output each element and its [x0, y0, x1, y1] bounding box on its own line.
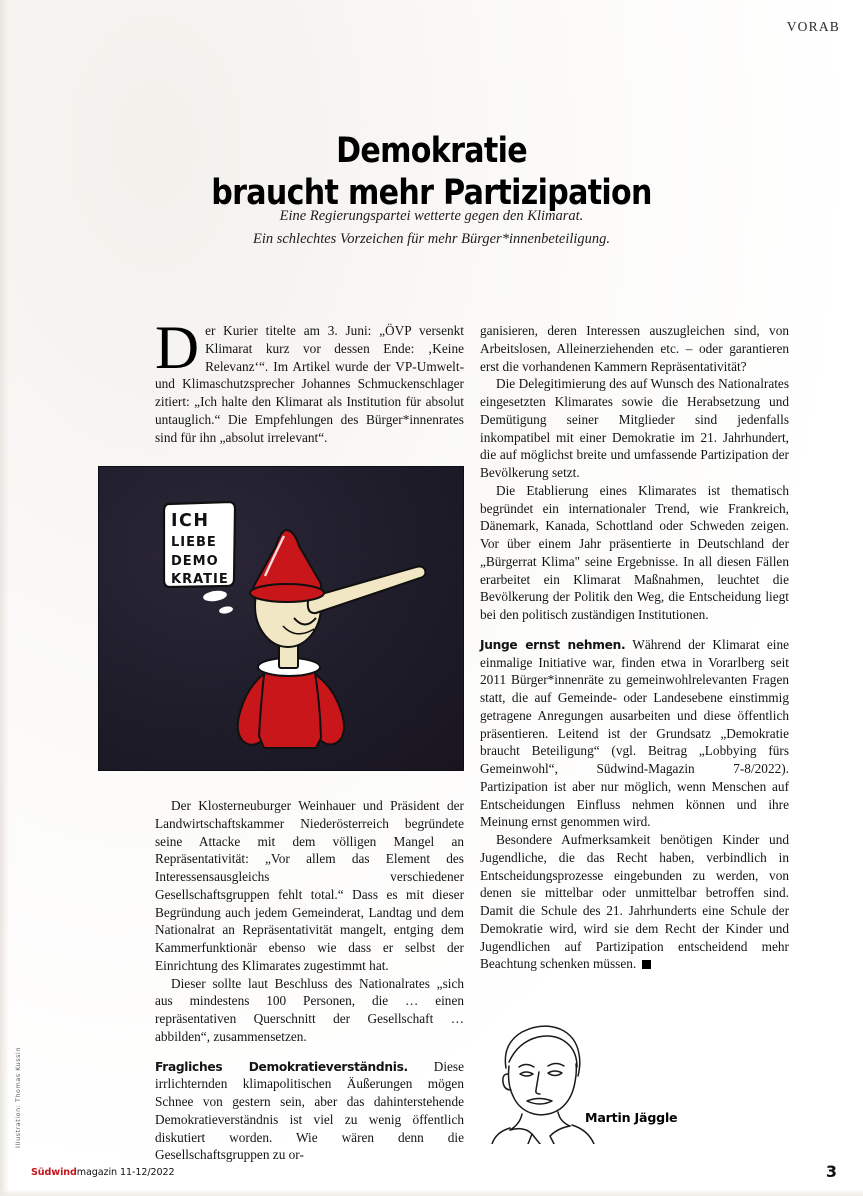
author-portrait: [484, 1022, 602, 1144]
standfirst-line-1: Eine Regierungspartei wetterte gegen den Klimarat.: [279, 208, 584, 224]
paragraph-with-runin: [155, 1058, 464, 1165]
paragraph-lead: [155, 315, 464, 446]
page-number: 3: [825, 1162, 837, 1181]
shoulder-right: [572, 1125, 594, 1144]
paragraph: Dieser sollte laut Beschluss des Nationalrates „sich aus mindestens 100 Personen, die … einen repräsentativen Querschnitt der Gesellschaft … abbilden“, zusammensetzen.: [155, 975, 464, 1044]
neck-right: [558, 1112, 570, 1126]
shoulder-left: [492, 1128, 510, 1144]
running-head: VORAB: [786, 19, 840, 34]
headline-line-1: Demokratie: [336, 131, 527, 172]
hairline: [509, 1036, 577, 1067]
page-edge-shading-left: [0, 0, 9, 1196]
paragraph-text: Besondere Aufmerksamkeit benötigen Kinder und Jugendliche, die das Recht haben, verbindlich in Entscheidungsprozesse eingebunden zu werden, von denen sie mittelbar oder unmittelbar betroffen sind. Damit die Schule des 21. Jahrhunderts eine Schule der Demokratie wird, wird sie dem Recht der Kinder und Jugendlichen auf Partizipation entscheidend mehr Beachtung schenken müssen.: [480, 832, 789, 972]
paragraph-text: Diese irrlichternden klimapolitischen Äußerungen mögen Schnee von gestern sein, aber das dahinterstehende Demokratieverständnis ist viel zu wenig öffentlich diskutiert worden. Wie wären denn die Gesellschaftsgruppen zu or-: [155, 1058, 464, 1163]
speech-line-2: LIEBE: [171, 535, 217, 550]
drop-cap: D: [155, 315, 200, 382]
collar-left: [510, 1129, 532, 1144]
speech-line-3: DEMO: [171, 554, 219, 569]
author-byline: Martin Jäggle: [585, 1110, 678, 1125]
dress-body: [259, 666, 321, 748]
standfirst-line-2: Ein schlechtes Vorzeichen für mehr Bürger*innenbeteiligung.: [252, 231, 611, 248]
paragraph-text: Während der Klimarat eine einmalige Initiative war, finden etwa in Vorarlberg seit 2011 Bürger*innenräte zu gemeinwohlrelevanten Fragen statt, die auf Gemeinde- oder Landesebene einstimmig getragene Anregungen ausarbeiten und diese öffentlich präsentieren. Leitend ist der Grundsatz „Demokratie braucht Beteiligung“ (vgl. Beitrag „Lobbying fürs Gemeinwohl“, Südwind-Magazin 7-8/2022). Partizipation ist aber nur möglich, wenn Menschen auf Entscheidungen Einfluss nehmen können und ihre Meinung ernst genommen wird.: [480, 636, 790, 830]
hat-brim: [250, 584, 324, 602]
pinocchio-illustration: [98, 466, 464, 771]
headline-line-2: braucht mehr Partizipation: [211, 172, 652, 213]
speech-line-4: KRATIE: [171, 572, 229, 587]
magazine-brand: Südwind: [31, 1167, 77, 1178]
collar-right: [550, 1126, 570, 1144]
page-edge-shading-bottom: [0, 1189, 863, 1196]
footer: [31, 1167, 175, 1178]
magazine-issue: magazin 11-12/2022: [76, 1167, 175, 1178]
paragraph: Die Etablierung eines Klimarates ist thematisch begründet ein internationaler Trend, wie Frankreich, Dänemark, Kanada, Schottland oder Schweden zeigen. Vor über einem Jahr präsentierte in Deutschland der „Bürgerrat Klima" seine Ergebnisse. In all diesen Fällen erarbeitet ein Klimarat Maßnahmen, leuchtet die Bevölkerung der Politik den Weg, die Entscheidung liegt bei den politisch zuständigen Institutionen.: [480, 482, 789, 622]
author-portrait-drawing: [484, 1022, 602, 1144]
illustration-figure: [98, 466, 464, 771]
body-column-right: [480, 322, 789, 973]
illustration-credit: Illustration: Thomas Kussin: [14, 1047, 22, 1148]
paragraph: Die Delegitimierung des auf Wunsch des Nationalrates eingesetzten Klimarates sowie die Herabsetzung und Demütigung seiner Mitglieder sind jedenfalls inkompatibel mit einer Demokratie im 21. Jahrhundert, die auf möglichst breite und umfassende Partizipation der Bevölkerung setzt.: [480, 376, 789, 480]
long-nose: [308, 566, 426, 613]
eyebrow-left: [519, 1065, 534, 1068]
paragraph: Der Klosterneuburger Weinhauer und Präsident der Landwirtschaftskammer Niederösterreich begründete seine Attacke mit dem völligen Mangel an Repräsentativität: „Vor allem das Element des Interessensausgleichs verschiedener Gesellschaftsgruppen fehlt total.“ Dass es mit dieser Begründung auch jedem Gemeinderat, Landtag und dem Nationalrat an Repräsentativität mangelt, entging dem Kammerfunktionär ebenso wie dass er selbst der Einrichtung des Klimarates zugestimmt hat.: [155, 798, 464, 973]
paragraph-final: [480, 831, 789, 973]
eye-right: [548, 1071, 562, 1076]
eye-left: [520, 1072, 533, 1076]
eyebrow-right: [548, 1064, 564, 1067]
runin-heading: Junge ernst nehmen.: [480, 637, 626, 652]
standfirst: [0, 205, 863, 252]
speech-tail-small: [219, 605, 234, 614]
page-title: [60, 131, 802, 214]
illustration-canvas: [98, 466, 464, 771]
nose: [536, 1072, 540, 1094]
speech-tail-large: [202, 589, 227, 602]
end-of-article-mark: [642, 960, 651, 969]
body-column-left-lower: [155, 797, 464, 1164]
shirt-placket: [532, 1134, 540, 1144]
paragraph-lead-text: er Kurier titelte am 3. Juni: „ÖVP versenkt Klimarat kurz vor dessen Ende: ‚Keine Relevanz‘“. Im Artikel wurde der VP-Umwelt- und Klimaschutzsprecher Johannes Schmuckenschlager zitiert: „Ich halte den Klimarat als Institution für absolut untauglich.“ Die Empfehlungen des Bürger*innenrates sind für ihn „absolut irrelevant“.: [155, 323, 464, 445]
neck-left: [510, 1114, 522, 1130]
speech-line-1: ICH: [171, 511, 210, 531]
paragraph: ganisieren, deren Interessen auszugleichen sind, von Arbeitslosen, Alleinerziehenden etc. – oder garantieren erst die vorhandenen Kammern Repräsentativität?: [480, 323, 789, 374]
runin-heading: Fragliches Demokratieverständnis.: [155, 1059, 408, 1074]
face-outline: [509, 1064, 577, 1115]
mouth: [527, 1099, 552, 1105]
body-column-left-upper: [155, 315, 464, 457]
paragraph-with-runin: [480, 636, 789, 831]
